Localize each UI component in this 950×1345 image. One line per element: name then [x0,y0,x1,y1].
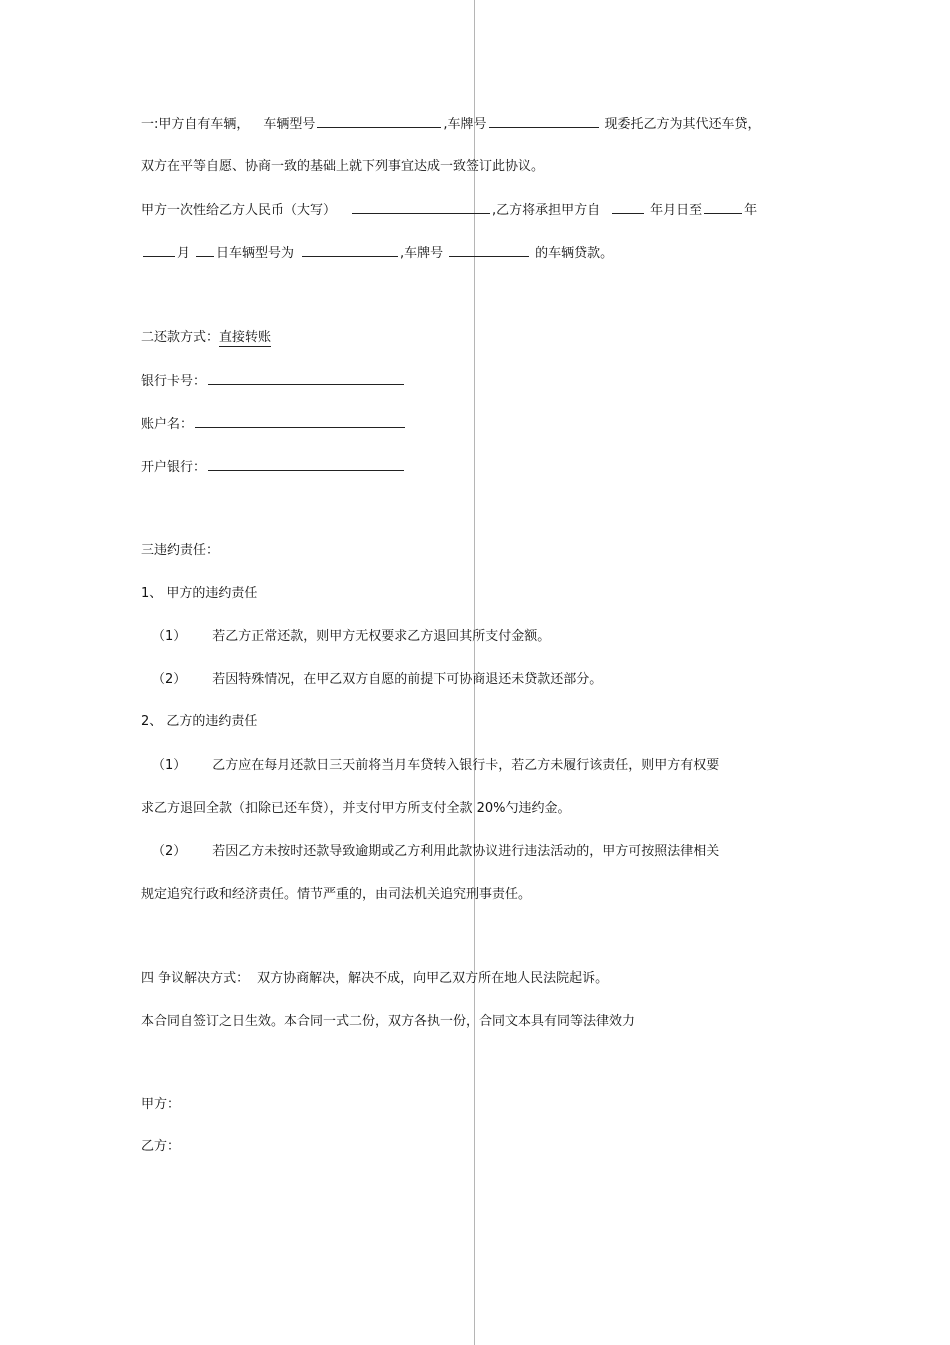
repayment-method-label: 二还款方式： [141,330,220,345]
section1-line1 [141,115,761,134]
bank-card-label: 银行卡号： [141,374,207,389]
account-name-label: 账户名： [141,417,194,432]
vehicle-model-label-2: 日车辆型号为 [216,246,295,261]
vehicle-model-blank[interactable] [317,115,441,128]
account-name-row [141,415,407,434]
bank-blank[interactable] [208,458,404,471]
party-a-liability-1 [152,628,550,646]
section1-line3 [141,201,757,220]
entrust-text: 现委托乙方为其代还车贷， [604,117,761,132]
payment-amount-label: 甲方一次性给乙方人民币（大写） [141,203,337,218]
start-year-blank[interactable] [612,201,644,214]
clause-number: （2） [152,672,187,687]
vehicle-owner-text: 一:甲方自有车辆， [141,117,250,132]
end-day-blank[interactable] [196,244,214,257]
repayment-method-heading [141,329,271,347]
section1-line2: 双方在平等自愿、协商一致的基础上就下列事宜达成一致签订此协议。 [141,159,545,174]
party-b-liability-2 [152,843,719,861]
vehicle-model-blank-2[interactable] [302,244,398,257]
party-a-liability-heading: 1、 甲方的违约责任 [141,586,258,601]
party-b-liability-1-cont: 求乙方退回全款（扣除已还车贷），并支付甲方所支付全款 20%勺违约金。 [141,801,571,816]
party-b-signature: 乙方： [141,1139,181,1154]
clause-text: 乙方应在每月还款日三天前将当月车贷转入银行卡，若乙方未履行该责任，则甲方有权要 [212,758,720,773]
account-name-blank[interactable] [195,415,405,428]
end-month-blank[interactable] [143,244,175,257]
dispute-label: 四 争议解决方式： [141,971,250,986]
party-b-liability-2-cont: 规定追究行政和经济责任。情节严重的，由司法机关追究刑事责任。 [141,887,532,902]
clause-number: （1） [152,629,187,644]
liability-heading: 三违约责任： [141,543,220,558]
dispute-resolution [141,970,608,988]
plate-number-label: ,车牌号 [443,117,487,132]
party-a-liability-2 [152,671,602,689]
plate-number-label-2: ,车牌号 [400,246,444,261]
repayment-method-value: 直接转账 [219,330,272,345]
party-b-liability-heading: 2、 乙方的违约责任 [141,714,258,729]
bank-card-blank[interactable] [208,372,404,385]
contract-effect: 本合同自签订之日生效。本合同一式二份，双方各执一份，合同文本具有同等法律效力 [141,1014,636,1029]
bank-card-row [141,372,406,391]
clause-text: 若因乙方未按时还款导致逾期或乙方利用此款协议进行违法活动的，甲方可按照法律相关 [212,844,720,859]
section1-line4 [141,244,613,263]
party-b-liability-1 [152,757,719,775]
clause-text: 若乙方正常还款，则甲方无权要求乙方退回其所支付金额。 [212,629,551,644]
plate-number-blank-2[interactable] [449,244,529,257]
clause-number: （2） [152,844,187,859]
vehicle-loan-text: 的车辆贷款。 [535,246,614,261]
clause-number: （1） [152,758,187,773]
loan-period-label: ,乙方将承担甲方自 [492,203,601,218]
month-text: 月 [177,246,191,261]
payment-amount-blank[interactable] [352,201,490,214]
bank-label: 开户银行： [141,460,207,475]
party-a-signature: 甲方： [141,1097,181,1112]
clause-text: 若因特殊情况，在甲乙双方自愿的前提下可协商退还未贷款还部分。 [212,672,603,687]
dispute-text: 双方协商解决，解决不成，向甲乙双方所在地人民法院起诉。 [257,971,609,986]
end-year-blank[interactable] [704,201,742,214]
date-range-text: 年月日至 [650,203,703,218]
year-text: 年 [744,203,758,218]
bank-row [141,458,406,477]
vehicle-model-label: 车辆型号 [263,117,316,132]
plate-number-blank[interactable] [489,115,599,128]
